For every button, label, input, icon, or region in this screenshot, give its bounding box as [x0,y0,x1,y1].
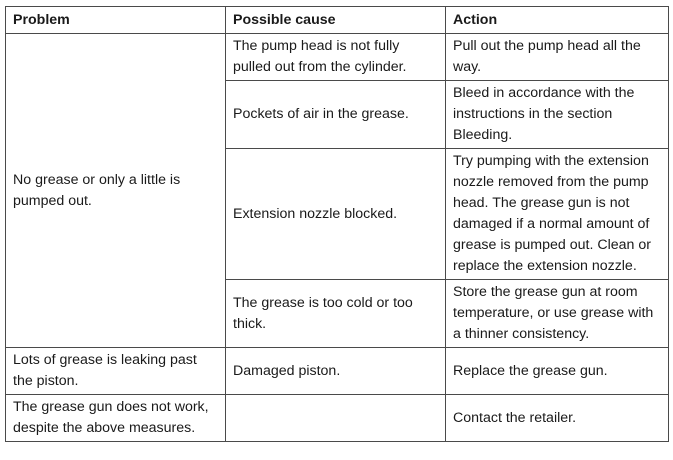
problem-cell: The grease gun does not work, despite the above measures. [6,395,226,442]
header-possible-cause: Possible cause [226,7,446,34]
cause-cell: Pockets of air in the grease. [226,81,446,149]
table-header-row [6,7,669,34]
action-cell: Pull out the pump head all the way. [446,34,669,81]
table-row [6,395,669,442]
cause-cell: Damaged piston. [226,348,446,395]
problem-cell: Lots of grease is leaking past the piston. [6,348,226,395]
troubleshooting-table [5,6,669,442]
action-cell: Bleed in accordance with the instructions in the section Bleeding. [446,81,669,149]
header-problem: Problem [6,7,226,34]
action-cell: Store the grease gun at room temperature, or use grease with a thinner consistency. [446,280,669,348]
cause-cell: The grease is too cold or too thick. [226,280,446,348]
table-row [6,34,669,81]
cause-cell-empty [226,395,446,442]
cause-cell: The pump head is not fully pulled out from the cylinder. [226,34,446,81]
header-action: Action [446,7,669,34]
problem-cell: No grease or only a little is pumped out. [6,34,226,348]
action-cell: Replace the grease gun. [446,348,669,395]
action-cell: Try pumping with the extension nozzle removed from the pump head. The grease gun is not damaged if a normal amount of grease is pumped out. Clean or replace the extension nozzle. [446,149,669,280]
action-cell: Contact the retailer. [446,395,669,442]
table-row [6,348,669,395]
cause-cell: Extension nozzle blocked. [226,149,446,280]
